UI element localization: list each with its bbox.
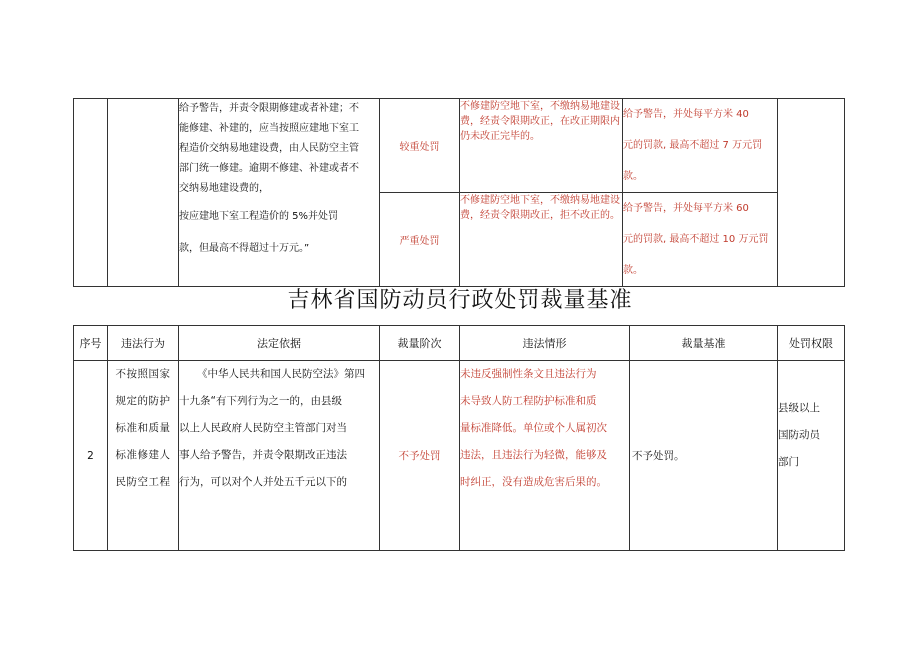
- situation-line: 违法，且违法行为轻微，能够及: [460, 449, 607, 461]
- situation-cell: 不修建防空地下室，不缴纳易地建设费，经责令限期改正，在改正期限内仍未改正完毕的。: [460, 99, 623, 193]
- basis-line: 行为，可以对个人并处五千元以下的: [179, 476, 347, 488]
- standard-line: 给予警告，并处每平方米 60: [623, 203, 749, 214]
- law-line: 款，但最高不得超过十万元。”: [179, 243, 310, 254]
- header-authority: 处罚权限: [778, 326, 845, 361]
- row-act: [108, 361, 179, 551]
- standard-line: 款。: [623, 171, 643, 182]
- row-no: 2: [74, 361, 108, 551]
- standard-cell: [623, 99, 778, 193]
- law-line: 按应建地下室工程造价的 5%并处罚: [179, 211, 339, 222]
- row-basis: [179, 361, 380, 551]
- penalty-table: [73, 325, 845, 551]
- header-situation: 违法情形: [460, 326, 630, 361]
- act-line: 民防空工程: [115, 476, 171, 488]
- authority-line: 部门: [778, 456, 799, 468]
- law-line: 能修建、补建的，应当按照应建地下室工: [179, 123, 359, 134]
- situation-cell: 不修建防空地下室，不缴纳易地建设费，经责令限期改正，拒不改正的。: [460, 193, 623, 287]
- act-cell: [108, 99, 179, 287]
- act-line: 不按照国家: [115, 368, 171, 380]
- row-authority: [778, 361, 845, 551]
- row-situation: [460, 361, 630, 551]
- standard-line: 元的罚款, 最高不超过 7 万元罚: [623, 140, 763, 151]
- no-cell: [74, 99, 108, 287]
- situation-line: 未导致人防工程防护标准和质: [460, 395, 597, 407]
- standard-line: 给予警告，并处每平方米 40: [623, 109, 749, 120]
- authority-line: 国防动员: [778, 429, 820, 441]
- act-line: 标准修建人: [115, 449, 171, 461]
- header-act: 违法行为: [108, 326, 179, 361]
- act-line: 规定的防护: [115, 395, 171, 407]
- standard-cell: [623, 193, 778, 287]
- situation-line: 时纠正，没有造成危害后果的。: [460, 476, 607, 488]
- header-basis: 法定依据: [179, 326, 380, 361]
- law-line: 给予警告，并责令限期修建或者补建；不: [179, 103, 359, 114]
- header-level: 裁量阶次: [380, 326, 460, 361]
- authority-line: 县级以上: [778, 402, 820, 414]
- standard-line: 元的罚款, 最高不超过 10 万元罚: [623, 234, 769, 245]
- level-cell: 严重处罚: [380, 193, 460, 287]
- standard-line: 款。: [623, 265, 643, 276]
- act-line: 标准和质量: [115, 422, 171, 434]
- level-cell: 较重处罚: [380, 99, 460, 193]
- law-basis-cell: [179, 99, 380, 287]
- basis-line: 《中华人民共和国人民防空法》第四: [197, 368, 365, 380]
- basis-line: 事人给予警告，并责令限期改正违法: [179, 449, 347, 461]
- authority-cell: [778, 99, 845, 287]
- header-no: 序号: [74, 326, 108, 361]
- situation-line: 未违反强制性条文且违法行为: [460, 368, 597, 380]
- row-level: 不予处罚: [380, 361, 460, 551]
- situation-line: 量标准降低。单位或个人属初次: [460, 422, 607, 434]
- law-line: 程造价交纳易地建设费，由人民防空主管: [179, 143, 359, 154]
- basis-line: 十九条“有下列行为之一的，由县级: [179, 395, 342, 407]
- table-row: [74, 361, 845, 551]
- law-line: 部门统一修建。逾期不修建、补建或者不: [179, 163, 359, 174]
- header-standard: 裁量基准: [630, 326, 778, 361]
- row-standard: 不予处罚。: [630, 361, 778, 551]
- page-title: 吉林省国防动员行政处罚裁量基准: [287, 288, 633, 313]
- law-line: 交纳易地建设费的，: [179, 183, 269, 194]
- continuation-table: [73, 98, 845, 287]
- table-header: [74, 326, 845, 361]
- basis-line: 以上人民政府人民防空主管部门对当: [179, 422, 347, 434]
